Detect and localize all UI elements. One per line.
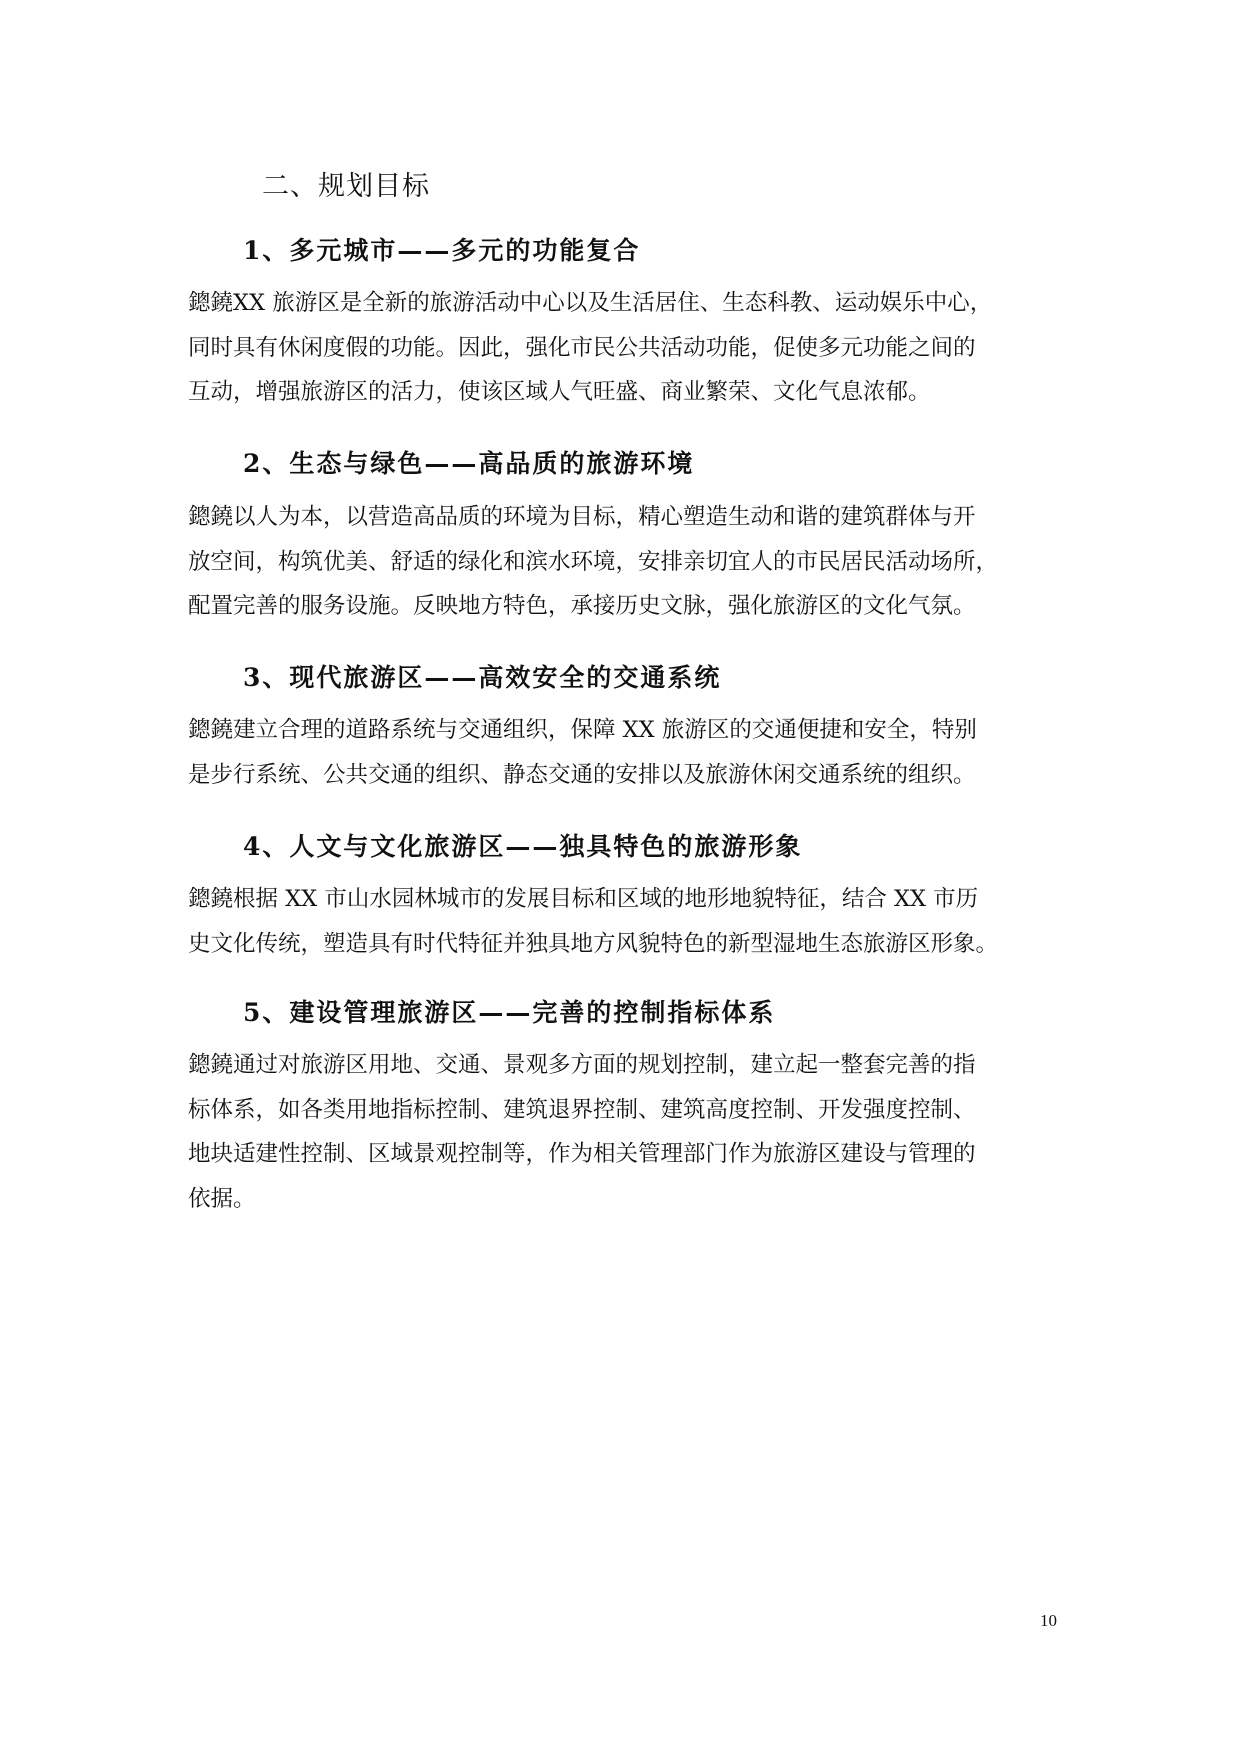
paragraph-line: 鏓鐃根据 XX 市山水园林城市的发展目标和区域的地形地貌特征，结合 XX 市历 <box>188 886 979 912</box>
paragraph-line: 配置完善的服务设施。反映地方特色，承接历史文脉，强化旅游区的文化气氛。 <box>188 593 976 619</box>
paragraph-line: 鏓鐃XX 旅游区是全新的旅游活动中心以及生活居住、生态科教、运动娱乐中心， <box>188 290 993 316</box>
goal-1-paragraph <box>188 281 1068 415</box>
goal-3-heading: 3、现代旅游区——高效安全的交通系统 <box>243 663 722 692</box>
goal-2-paragraph <box>188 495 1068 629</box>
goal-5-heading: 5、建设管理旅游区——完善的控制指标体系 <box>243 998 776 1027</box>
paragraph-line: 同时具有休闲度假的功能。因此，强化市民公共活动功能，促使多元功能之间的 <box>188 334 976 361</box>
paragraph-line: 标体系，如各类用地指标控制、建筑退界控制、建筑高度控制、开发强度控制、 <box>188 1096 976 1123</box>
goal-3-paragraph <box>188 708 1068 797</box>
goal-4-paragraph <box>188 877 1068 966</box>
section-title: 二、规划目标 <box>262 171 430 202</box>
paragraph-line: 地块适建性控制、区域景观控制等，作为相关管理部门作为旅游区建设与管理的 <box>188 1141 976 1167</box>
page-number: 10 <box>1040 1611 1057 1630</box>
paragraph-line: 是步行系统、公共交通的组织、静态交通的安排以及旅游休闲交通系统的组织。 <box>188 761 976 788</box>
paragraph-line: 互动，增强旅游区的活力，使该区域人气旺盛、商业繁荣、文化气息浓郁。 <box>188 379 931 405</box>
paragraph-line: 鏓鐃以人为本，以营造高品质的环境为目标，精心塑造生动和谐的建筑群体与开 <box>188 504 976 530</box>
paragraph-line: 依据。 <box>188 1185 256 1212</box>
goal-5-paragraph <box>188 1043 1068 1221</box>
paragraph-line: 放空间，构筑优美、舒适的绿化和滨水环境，安排亲切宜人的市民居民活动场所， <box>188 548 999 575</box>
goal-2-heading: 2、生态与绿色——高品质的旅游环境 <box>243 449 695 478</box>
paragraph-line: 鏓鐃通过对旅游区用地、交通、景观多方面的规划控制，建立起一整套完善的指 <box>188 1052 976 1078</box>
paragraph-line: 鏓鐃建立合理的道路系统与交通组织，保障 XX 旅游区的交通便捷和安全，特别 <box>188 717 977 743</box>
goal-4-heading: 4、人文与文化旅游区——独具特色的旅游形象 <box>243 832 803 861</box>
paragraph-line: 史文化传统，塑造具有时代特征并独具地方风貌特色的新型湿地生态旅游区形象。 <box>188 930 999 957</box>
goal-1-heading: 1、多元城市——多元的功能复合 <box>243 236 641 265</box>
